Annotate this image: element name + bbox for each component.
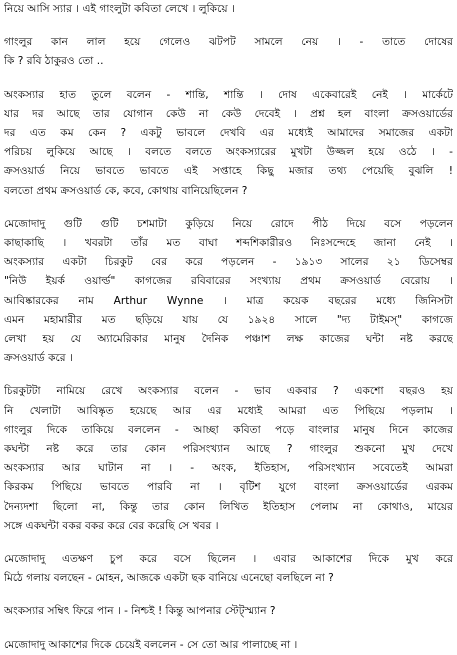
paragraph [4, 636, 453, 655]
text-line: কঘন্টা নষ্ট করে তার কোন পরিসংখ্যান আছে ? গাংলুর শুকনো মুখ দেখে [4, 443, 453, 456]
paragraph [4, 86, 453, 201]
paragraph-gap [4, 622, 453, 636]
text-line: সঙ্গে একঘন্টা বকর বকর করে বের করেছি সে খবর । [4, 519, 219, 532]
paragraph [4, 550, 453, 588]
text-line: বলতো প্রথম ক্রসওয়ার্ড কে, কবে, কোথায় বানিয়েছিলেন ? [4, 184, 248, 197]
text-line: অংকস্যার আর ঘাটান না । - অংক, ইতিহাস, পরিসংখ্যান সবেতেই আমরা [4, 462, 453, 475]
text-line: লেখা হয় যে অ্যামেরিকার মানুষ দৈনিক পঞ্চাশ লক্ষ কাজের ঘন্টা নষ্ট করছে [4, 333, 453, 346]
text-line: "নিউ ইয়র্ক ওয়ার্ল্ড" কাগজের রবিবারের সংখ্যায় প্রথম ক্রসওয়ার্ড বেরোয় । [4, 275, 453, 288]
text-line: কিরকম পিছিয়ে ভাবতে পারবি না । বৃটিশ যুগে বাংলা ক্রসওয়ার্ডের এরকম [4, 481, 453, 494]
text-line: মিঠে গলায় বলছেন - মোহন, আজকে একটা ছক বানিয়ে এনেছো বলছিলে না ? [4, 572, 334, 585]
paragraph-gap [4, 19, 453, 33]
text-line: মেজোদাদু এতক্ষণ চুপ করে বসে ছিলেন । এবার আকাশের দিকে মুখ করে [4, 553, 453, 566]
text-line: চিরকুটটা নামিয়ে রেখে অংকস্যার বলেন - ভাব একবার ? একশো বছরও হয় [4, 385, 453, 398]
text-line: কি ? রবি ঠাকুরও তো .. [4, 55, 104, 68]
text-line: গাংলুর কান লাল হয়ে গেলেও ঝটপট সামলে নেয় । - তাতে দোষের [4, 36, 453, 49]
text-line: যার দর আছে তার যোগান কেউ না কেউ দেবেই । প্রশ্ন হল বাংলা ক্রসওয়ার্ডের [4, 107, 453, 120]
text-line: দৈন্যদশা ছিলো না, কিন্তু তার কোন লিখিত ইতিহাস পেলাম না কোথাও, মায়ের [4, 500, 453, 513]
paragraph [4, 382, 453, 536]
text-line: আবিষ্কারকের নাম Arthur Wynne । মাত্র কয়েক বছরের মধ্যে জিনিসটা [4, 294, 453, 307]
text-line: নিয়ে আসি স্যার । এই গাংলুটা কবিতা লেখে । লুকিয়ে । [4, 3, 235, 15]
text-line: কাছাকাছি । খবরটা তাঁর মত বাঘা শব্দশিকারীরও নিঃসন্দেহে জানা নেই । [4, 237, 453, 250]
text-line: মেজোদাদু গুটি গুটি চশমাটা কুড়িয়ে নিয়ে রোদে পীঠ দিয়ে বসে পড়লেন [4, 217, 453, 230]
text-line: ক্রসওয়ার্ড নিয়ে ভাবতে ভাবতে এই সপ্তাহে কিছু মজার তথ্য পেয়েছি বুঝলি ! [4, 165, 453, 178]
paragraph-gap [4, 536, 453, 550]
text-line: পরিচয় লুকিয়ে আছে । বলতে বলতে অংকস্যারের মুখটা উজ্জল হয়ে ওঠে । - [4, 146, 453, 159]
paragraph-gap [4, 201, 453, 215]
text-line: ক্রসওয়ার্ড করে । [4, 352, 73, 365]
text-line: এমন মহামারীর মত ছড়িয়ে যায় যে ১৯২৪ সালে "দ্য টাইমস্" কাগজে [4, 313, 453, 326]
paragraph-gap [4, 588, 453, 602]
paragraph [4, 33, 453, 71]
text-line: অংকস্যার সম্বিৎ ফিরে পান । - নিশ্চই ! কিন্তু আপনার স্টেট্স্ম্যান ? [4, 605, 276, 618]
paragraph [4, 215, 453, 369]
paragraph-gap [4, 368, 453, 382]
text-line: নি খেলাটা আবিষ্কৃত হয়েছে আর এর মধ্যেই আমরা এত পিছিয়ে পড়লাম । [4, 404, 453, 417]
text-line: অংকস্যার হাত তুলে বলেন - শান্তি, শান্তি । দোষ একেবারেই নেই । মার্কেটে [4, 88, 453, 101]
text-line: দর এত কম কেন ? একটু ভাবলে দেখবি এর মধ্যেই আমাদের সমাজের একটা [4, 127, 453, 140]
paragraph-gap [4, 72, 453, 86]
paragraph [4, 0, 453, 19]
text-line: মেজোদাদু আকাশের দিকে চেয়েই বললেন - সে তো আর পালাচ্ছে না । [4, 638, 298, 651]
text-line: গাংলুর দিকে তাকিয়ে বললেন - আচ্ছা কবিতা পড়ে বাংলার মানুষ দিনে কাজের [4, 423, 453, 436]
text-line: অংকস্যার একটা চিরকুট বের করে পড়লেন - ১৯১৩ সালের ২১ ডিসেম্বর [4, 256, 453, 269]
